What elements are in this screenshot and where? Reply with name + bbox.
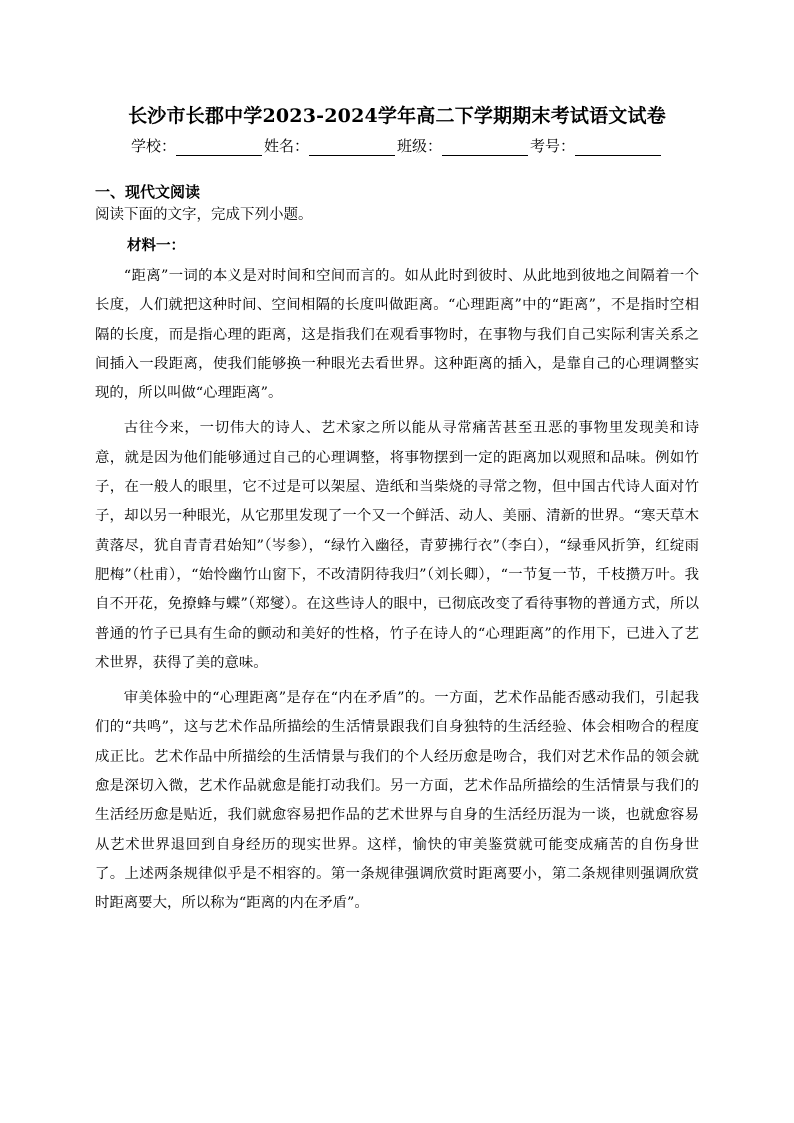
class-field [397, 136, 530, 156]
exam-number-field [530, 136, 663, 156]
reading-instruction: 阅读下面的文字，完成下列小题。 [95, 207, 313, 223]
name-field [264, 136, 397, 156]
class-blank [442, 139, 528, 156]
paragraph: 古往今来，一切伟大的诗人、艺术家之所以能从寻常痛苦甚至丑恶的事物里发现美和诗意，就是因为他们能够通过自己的心理调整，将事物摆到一定的距离加以观照和品味。例如竹子，在一般人的眼里，它不过是可以架屋、造纸和当柴烧的寻常之物，但中国古代诗人面对竹子，却以另一种眼光，从它那里发现了一个又一个鲜活、动人、美丽、清新的世界。“寒天草木黄落尽，犹自青青君始知”（岑参），“绿竹入幽径，青萝拂行衣”（李白），“绿垂风折笋，红绽雨肥梅”（杜甫），“始怜幽竹山窗下，不改清阴待我归”（刘长卿），“一节复一节，千枝攒万叶。我自不开花，免撩蜂与蝶”（郑燮）。在这些诗人的眼中，已彻底改变了看待事物的普通方式，所以普通的竹子已具有生命的颤动和美好的性格，竹子在诗人的“心理距离”的作用下，已进入了艺术世界，获得了美的意味。 [95, 420, 699, 671]
exam-number-blank [575, 139, 661, 156]
exam-title: 长沙市长郡中学2023-2024学年高二下学期期末考试语文试卷 [128, 105, 666, 127]
section-heading: 一、现代文阅读 [95, 183, 201, 201]
exam-number-label: 考号： [530, 137, 576, 155]
paragraph: 审美体验中的“心理距离”是存在“内在矛盾”的。一方面，艺术作品能否感动我们，引起我们的“共鸣”，这与艺术作品所描绘的生活情景跟我们自身独特的生活经验、体会相吻合的程度成正比。艺术作品中所描绘的生活情景与我们的个人经历愈是吻合，我们对艺术作品的领会就愈是深切入微，艺术作品就愈是能打动我们。另一方面，艺术作品所描绘的生活情景与我们的生活经历愈是贴近，我们就愈容易把作品的艺术世界与自身的生活经历混为一谈，也就愈容易从艺术世界退回到自身经历的现实世界。这样，愉快的审美鉴赏就可能变成痛苦的自伤身世了。上述两条规律似乎是不相容的。第一条规律强调欣赏时距离要小，第二条规律则强调欣赏时距离要大，所以称为“距离的内在矛盾”。 [95, 690, 699, 912]
school-blank [176, 139, 262, 156]
school-field [131, 136, 264, 156]
class-label: 班级： [397, 137, 443, 155]
name-blank [309, 139, 395, 156]
material-body [95, 262, 699, 925]
paragraph: “距离”一词的本义是对时间和空间而言的。如从此时到彼时、从此地到彼地之间隔着一个长度，人们就把这种时间、空间相隔的长度叫做距离。“心理距离”中的“距离”，不是指时空相隔的长度，而是指心理的距离，这是指我们在观看事物时，在事物与我们自己实际利害关系之间插入一段距离，使我们能够换一种眼光去看世界。这种距离的插入，是靠自己的心理调整实现的，所以叫做“心理距离”。 [95, 268, 699, 402]
material-title: 材料一： [127, 237, 185, 254]
name-label: 姓名： [263, 137, 309, 155]
student-info-line [0, 136, 794, 156]
school-label: 学校： [130, 137, 176, 155]
